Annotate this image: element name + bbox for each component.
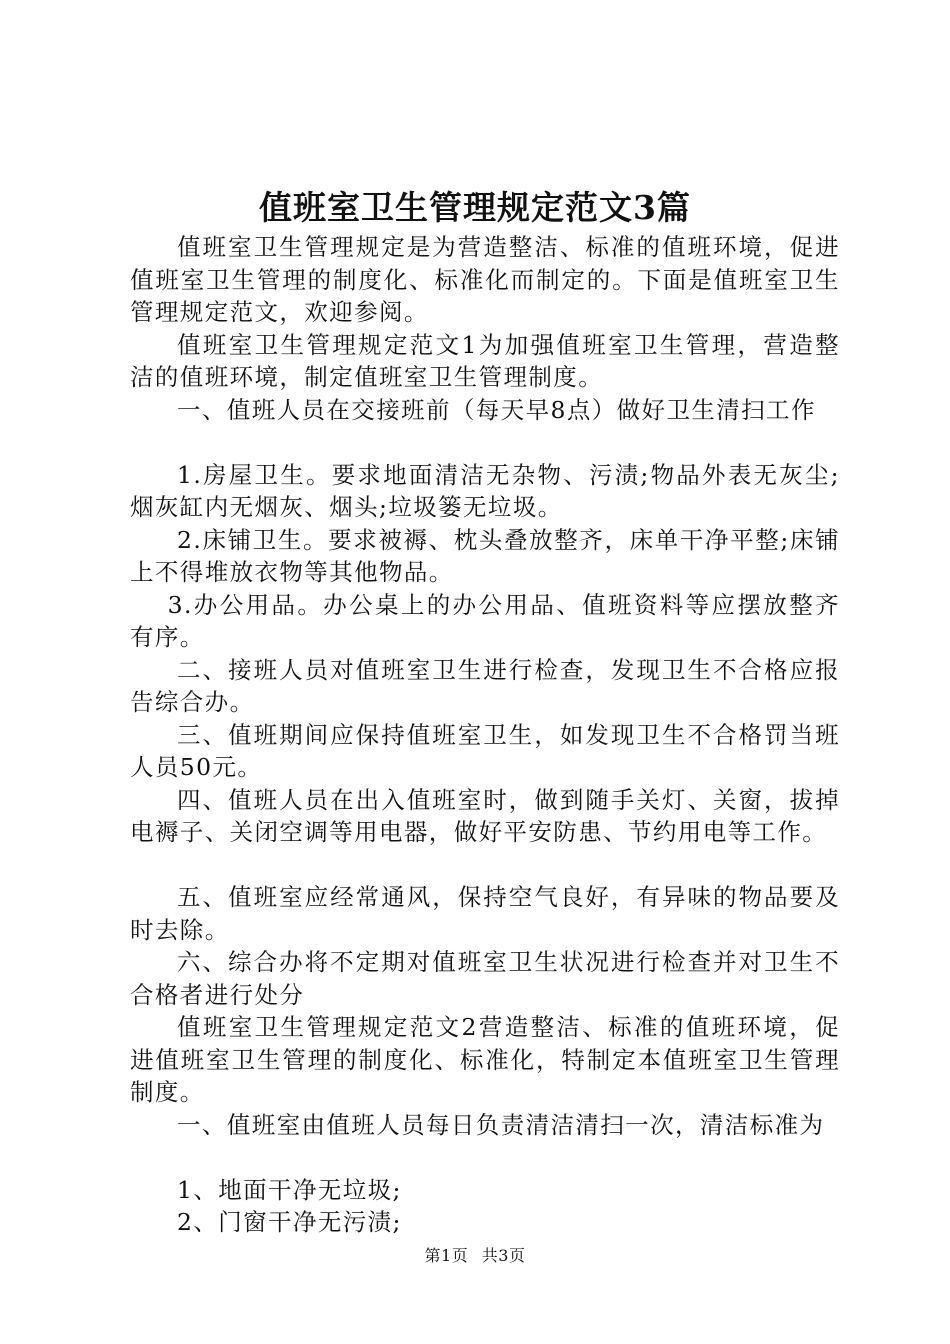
document-body xyxy=(130,231,840,1239)
page-total: 共3页 xyxy=(481,1246,526,1265)
paragraph-section-3: 三、值班期间应保持值班室卫生，如发现卫生不合格罚当班人员50元。 xyxy=(130,720,840,781)
paragraph-item-1: 1.房屋卫生。要求地面清洁无杂物、污渍;物品外表无灰尘;烟灰缸内无烟灰、烟头;垃圾篓无垃圾。 xyxy=(130,460,840,521)
paragraph-standard-2: 2、门窗干净无污渍; xyxy=(177,1208,402,1236)
paragraph-section-6: 六、综合办将不定期对值班室卫生状况进行检查并对卫生不合格者进行处分 xyxy=(130,948,840,1009)
document-title: 值班室卫生管理规定范文3篇 xyxy=(259,188,691,227)
paragraph-section-2: 二、接班人员对值班室卫生进行检查，发现卫生不合格应报告综合办。 xyxy=(130,655,840,716)
paragraph-item-3: 3.办公用品。办公桌上的办公用品、值班资料等应摆放整齐有序。 xyxy=(130,590,840,651)
paragraph-section-1-heading: 一、值班人员在交接班前（每天早8点）做好卫生清扫工作 xyxy=(177,395,816,424)
paragraph-section-5: 五、值班室应经常通风，保持空气良好，有异味的物品要及时去除。 xyxy=(130,883,840,944)
paragraph-sample-2-intro: 值班室卫生管理规定范文2营造整洁、标准的值班环境，促进值班室卫生管理的制度化、标准化，特制定本值班室卫生管理制度。 xyxy=(130,1013,840,1106)
paragraph-intro: 值班室卫生管理规定是为营造整洁、标准的值班环境，促进值班室卫生管理的制度化、标准化而制定的。下面是值班室卫生管理规定范文，欢迎参阅。 xyxy=(130,233,840,326)
paragraph-section-4: 四、值班人员在出入值班室时，做到随手关灯、关窗，拔掉电褥子、关闭空调等用电器，做好平安防患、节约用电等工作。 xyxy=(130,785,840,846)
page-number: 第1页 xyxy=(424,1246,469,1265)
paragraph-sample-1-intro: 值班室卫生管理规定范文1为加强值班室卫生管理，营造整洁的值班环境，制定值班室卫生管理制度。 xyxy=(130,330,840,391)
paragraph-item-2: 2.床铺卫生。要求被褥、枕头叠放整齐，床单干净平整;床铺上不得堆放衣物等其他物品。 xyxy=(130,525,840,586)
paragraph-sample-2-section-1: 一、值班室由值班人员每日负责清洁清扫一次，清洁标准为 xyxy=(177,1110,825,1139)
page-footer xyxy=(0,1243,950,1266)
paragraph-standard-1: 1、地面干净无垃圾; xyxy=(177,1175,402,1204)
